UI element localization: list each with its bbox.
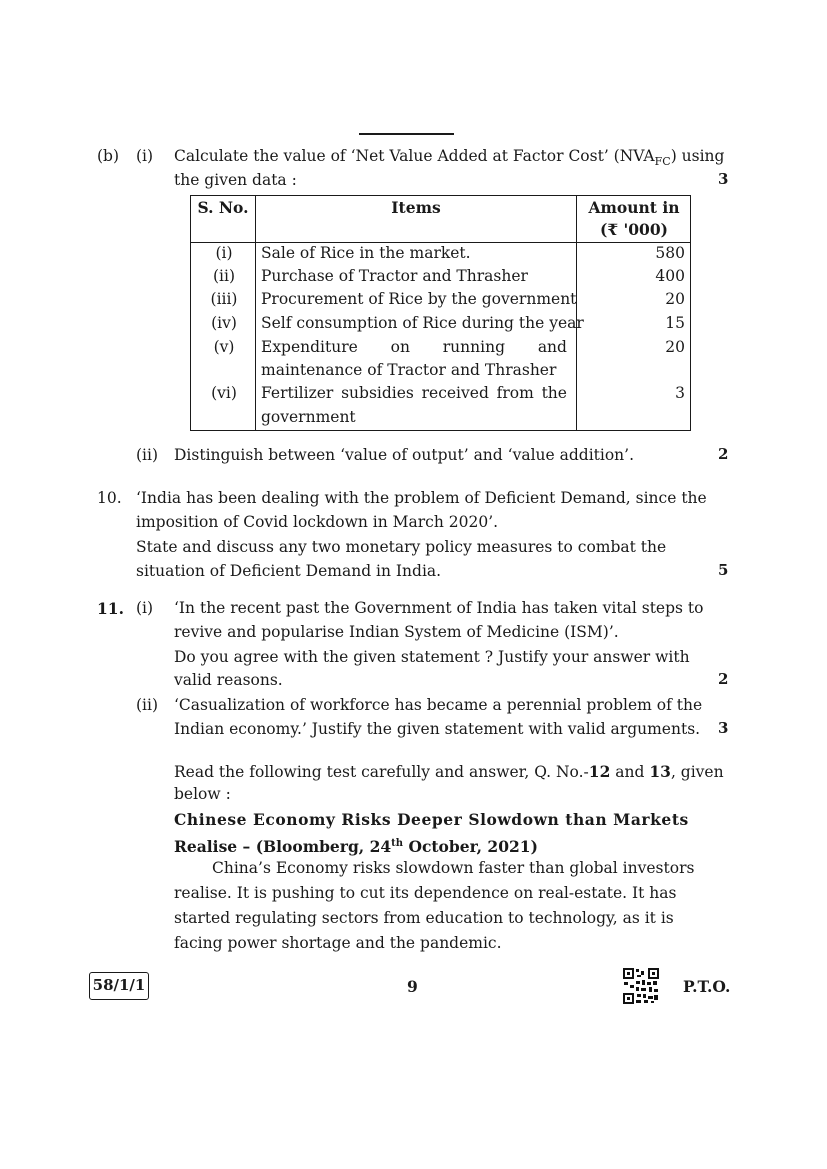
passage-title-sup: th [391,838,404,849]
item-word: from [496,384,534,402]
q9b-i-line2: the given data : [174,171,297,189]
q10-marks: 5 [718,561,729,579]
item-word: received [421,384,489,402]
table-row-sno: (vi) [211,384,237,402]
table-row-sno: (ii) [212,267,235,285]
page-number: 9 [407,977,418,996]
passage-q12: 12 [588,762,611,781]
table-row-amount: 20 [665,290,685,308]
item-word: running [442,338,505,356]
passage-intro-line2: below : [174,785,231,803]
item-word: subsidies [341,384,414,402]
passage-body-line3: started regulating sectors from education to technology, as it is [174,909,674,927]
q9b-ii-text: Distinguish between ‘value of output’ and ‘value addition’. [174,446,635,464]
q10-line2: imposition of Covid lockdown in March 2020’. [136,513,499,531]
passage-intro-and: and [610,763,650,781]
data-table [190,195,691,431]
header-sno: S. No. [197,198,249,217]
table-row-item: Purchase of Tractor and Thrasher [261,267,528,285]
header-amount: Amount in [588,198,680,217]
q11-ii-marks: 3 [718,719,729,737]
q11-i-line3: Do you agree with the given statement ? Justify your answer with [174,648,690,666]
q10-number: 10. [97,489,122,507]
q11-ii-line2: Indian economy.’ Justify the given statement with valid arguments. [174,720,701,738]
passage-title-date: October, 2021) [403,837,538,857]
q9b-i-line1-end: ) using [670,147,725,165]
table-row-amount: 3 [675,384,685,402]
passage-body-line2: realise. It is pushing to cut its dependence on real-estate. It has [174,884,677,902]
item-word: Fertilizer [261,384,334,402]
table-row-amount: 400 [655,267,685,285]
q11-i-line1: ‘In the recent past the Government of India has taken vital steps to [174,599,704,617]
qr-code-icon [623,968,659,1004]
passage-title-source: Realise – (Bloomberg, 24 [174,837,392,857]
header-items: Items [391,198,441,217]
pto-label: P.T.O. [683,977,731,996]
q9b-ii-marks: 2 [718,445,729,463]
q11-i-line2: revive and popularise Indian System of Medicine (ISM)’. [174,623,619,641]
q9b-i-label: (i) [136,147,154,165]
table-row-sno: (iv) [211,314,237,332]
passage-title-line1 [174,808,694,831]
top-rule [359,133,454,135]
q11-i-line4: valid reasons. [174,671,283,689]
header-amount-unit: (₹ '000) [600,220,668,239]
nva-subscript: FC [654,155,671,169]
table-row-item-cont: maintenance of Tractor and Thrasher [261,361,557,379]
table-row-item [261,336,567,359]
item-word: Expenditure [261,338,358,356]
table-row-item: Sale of Rice in the market. [261,244,471,262]
q9b-i-marks: 3 [718,170,729,188]
passage-body-line1: China’s Economy risks slowdown faster than global investors [212,859,695,877]
item-word: and [537,338,567,356]
table-row-item: Self consumption of Rice during the year [261,314,584,332]
passage-intro [174,760,724,784]
q11-ii-label: (ii) [136,696,159,714]
passage-intro-text: Read the following test carefully and answer, Q. No.- [174,763,589,781]
table-row-amount: 20 [665,338,685,356]
paper-code-box: 58/1/1 [89,972,149,1000]
q11-number: 11. [97,599,124,618]
q9b-label: (b) [97,147,120,165]
q11-i-label: (i) [136,599,154,617]
table-row-sno: (i) [215,244,233,262]
q9b-ii-label: (ii) [136,446,159,464]
q9b-i-line1-text: Calculate the value of ‘Net Value Added at Factor Cost’ (NVA [174,147,655,165]
passage-title-line2 [174,832,538,858]
table-row-sno: (iii) [210,290,238,308]
item-word: the [541,384,567,402]
q10-line1: ‘India has been dealing with the problem of Deficient Demand, since the [136,489,707,507]
passage-q13: 13 [649,762,671,781]
passage-intro-end: , given [670,763,724,781]
table-row-amount: 580 [655,244,685,262]
table-row-amount: 15 [665,314,685,332]
passage-body-line4: facing power shortage and the pandemic. [174,934,502,952]
q10-line3: State and discuss any two monetary policy measures to combat the [136,538,667,556]
table-row-item-cont: government [261,408,356,426]
q11-i-marks: 2 [718,670,729,688]
table-row-sno: (v) [213,338,235,356]
table-row-item [261,382,567,405]
table-row-item: Procurement of Rice by the government [261,290,577,308]
q11-ii-line1: ‘Casualization of workforce has became a perennial problem of the [174,696,703,714]
item-word: on [390,338,410,356]
passage-title-text: Chinese Economy Risks Deeper Slowdown than Markets [174,810,689,829]
q10-line4: situation of Deficient Demand in India. [136,562,442,580]
